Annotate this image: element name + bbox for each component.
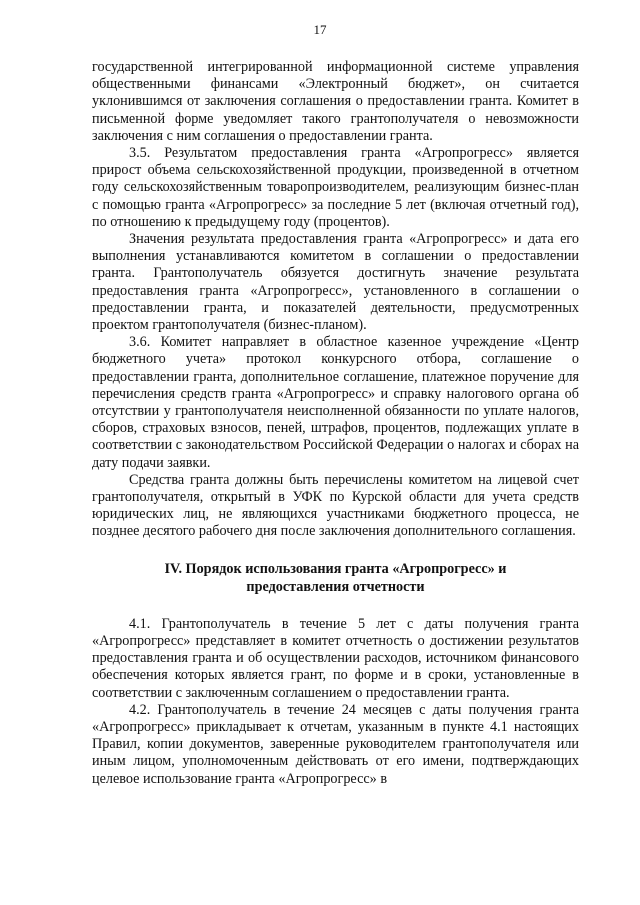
paragraph-continuation: государственной интегрированной информационной системе управления общественными финансами «Электронный бюджет», он считается уклонившимся от заключения соглашения о предоставлении гранта. Комитет в письменной форме уведомляет такого грантополучателя о невозможности заключения с ним соглашения о предоставлении гранта.	[92, 59, 579, 144]
paragraph-4-1: 4.1. Грантополучатель в течение 5 лет с даты получения гранта «Агропрогресс» представляет в комитет отчетность о достижении результатов предоставления гранта и об осуществлении расходов, источником финансового обеспечения которых является грант, по форме и в сроки, установленные в соответствии с заключенным соглашением о предоставлении гранта.	[92, 615, 579, 701]
section-heading	[92, 560, 579, 596]
section-heading-line-2: предоставления отчетности	[246, 578, 425, 595]
page-number: 17	[313, 22, 327, 37]
paragraph-grant-transfer: Средства гранта должны быть перечислены комитетом на лицевой счет грантополучателя, открытый в УФК по Курской области для учета средств юридических лиц, не являющихся участниками бюджетного процесса, не позднее десятого рабочего дня после заключения дополнительного соглашения.	[92, 471, 579, 540]
section-heading-line-1: IV. Порядок использования гранта «Агропрогресс» и	[164, 560, 507, 577]
paragraph-3-5: 3.5. Результатом предоставления гранта «Агропрогресс» является прирост объема сельскохозяйственной продукции, произведенной в отчетном году сельскохозяйственным товаропроизводителем, реализующим бизнес-план с помощью гранта «Агропрогресс» за последние 5 лет (включая отчетный год), по отношению к предыдущему году (процентов).	[92, 145, 579, 230]
paragraph-3-6: 3.6. Комитет направляет в областное казенное учреждение «Центр бюджетного учета» протокол конкурсного отбора, соглашение о предоставлении гранта, дополнительное соглашение, платежное поручение для перечисления средств гранта «Агропрогресс» и справку налогового органа об отсутствии у грантополучателя неисполненной обязанности по уплате налогов, сборов, страховых взносов, пеней, штрафов, процентов, подлежащих уплате в соответствии с законодательством Российской Федерации о налогах и сборах на дату подачи заявки.	[92, 334, 579, 471]
document-body	[92, 59, 579, 788]
paragraph-4-2: 4.2. Грантополучатель в течение 24 месяцев с даты получения гранта «Агропрогресс» прикладывает к отчетам, указанным в пункте 4.1 настоящих Правил, копии документов, заверенные руководителем грантополучателя или иным лицом, уполномоченным действовать от его имени, подтверждающих целевое использование гранта «Агропрогресс» в	[92, 701, 579, 787]
paragraph-result-values: Значения результата предоставления гранта «Агропрогресс» и дата его выполнения устанавливаются комитетом в соглашении о предоставлении гранта. Грантополучатель обязуется достигнуть значение результата предоставления гранта «Агропрогресс», установленного в соглашении о предоставлении гранта, и показателей деятельности, предусмотренных проектом грантополучателя (бизнес-планом).	[92, 231, 579, 334]
